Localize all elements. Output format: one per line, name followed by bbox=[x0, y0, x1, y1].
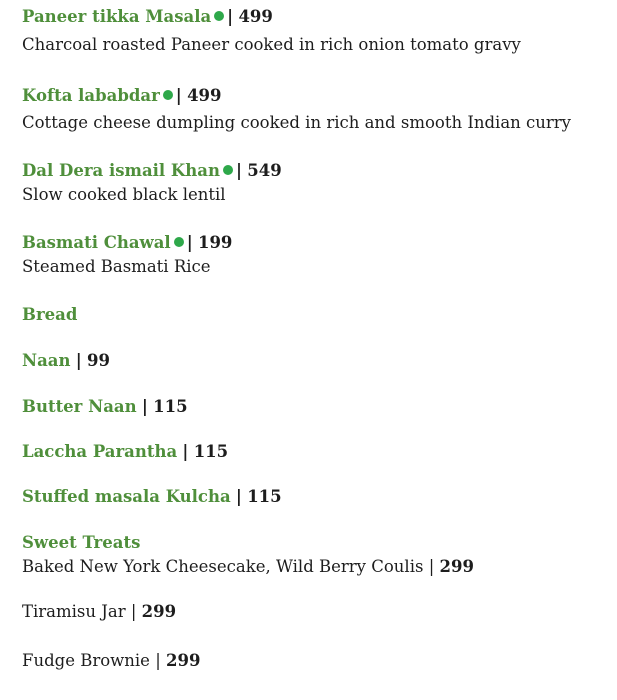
veg-dot-icon bbox=[214, 11, 224, 21]
item-name: Dal Dera ismail Khan bbox=[22, 161, 220, 180]
item-name: Basmati Chawal bbox=[22, 233, 171, 252]
item-price: 115 bbox=[153, 397, 188, 416]
item-name: Naan bbox=[22, 351, 71, 370]
menu-item-title bbox=[22, 233, 232, 253]
menu-item-title bbox=[22, 651, 200, 671]
item-name: Kofta lababdar bbox=[22, 86, 160, 105]
item-name: Stuffed masala Kulcha bbox=[22, 487, 231, 506]
item-price: 499 bbox=[238, 7, 273, 26]
section-heading-bread: Bread bbox=[22, 305, 78, 324]
item-price: 299 bbox=[166, 651, 201, 670]
price-separator: | bbox=[182, 442, 189, 461]
item-description: Charcoal roasted Paneer cooked in rich onion tomato gravy bbox=[22, 35, 521, 54]
veg-dot-icon bbox=[163, 90, 173, 100]
menu-item-title bbox=[22, 351, 110, 371]
item-price: 115 bbox=[247, 487, 282, 506]
price-separator: | bbox=[186, 233, 193, 252]
price-separator: | bbox=[130, 602, 137, 621]
item-price: 299 bbox=[439, 557, 474, 576]
item-description: Steamed Basmati Rice bbox=[22, 257, 211, 276]
menu-item-title bbox=[22, 86, 222, 106]
price-separator: | bbox=[175, 86, 182, 105]
price-separator: | bbox=[75, 351, 82, 370]
price-separator: | bbox=[235, 161, 242, 180]
price-separator: | bbox=[428, 557, 435, 576]
item-description: Slow cooked black lentil bbox=[22, 185, 226, 204]
item-price: 115 bbox=[193, 442, 229, 461]
menu-item-title bbox=[22, 442, 228, 462]
item-name: Baked New York Cheesecake, Wild Berry Coulis bbox=[22, 557, 424, 576]
item-price: 299 bbox=[141, 602, 177, 621]
item-name: Butter Naan bbox=[22, 397, 137, 416]
menu-item-title bbox=[22, 557, 474, 577]
item-name: Laccha Parantha bbox=[22, 442, 178, 461]
veg-dot-icon bbox=[223, 165, 233, 175]
item-description: Cottage cheese dumpling cooked in rich and smooth Indian curry bbox=[22, 113, 572, 132]
section-heading-sweet-treats: Sweet Treats bbox=[22, 533, 141, 552]
menu-item-title bbox=[22, 397, 188, 417]
item-name: Fudge Brownie bbox=[22, 651, 150, 670]
menu-item-title bbox=[22, 487, 282, 507]
veg-dot-icon bbox=[174, 237, 184, 247]
item-name: Tiramisu Jar bbox=[22, 602, 126, 621]
price-separator: | bbox=[227, 7, 234, 26]
item-name: Paneer tikka Masala bbox=[22, 7, 212, 26]
menu-item-title bbox=[22, 7, 273, 27]
price-separator: | bbox=[235, 487, 242, 506]
menu-item-title bbox=[22, 161, 282, 181]
item-price: 549 bbox=[247, 161, 282, 180]
item-price: 499 bbox=[187, 86, 222, 105]
item-price: 199 bbox=[197, 233, 233, 252]
price-separator: | bbox=[141, 397, 148, 416]
price-separator: | bbox=[155, 651, 161, 670]
menu-item-title bbox=[22, 602, 176, 622]
item-price: 99 bbox=[86, 351, 110, 370]
